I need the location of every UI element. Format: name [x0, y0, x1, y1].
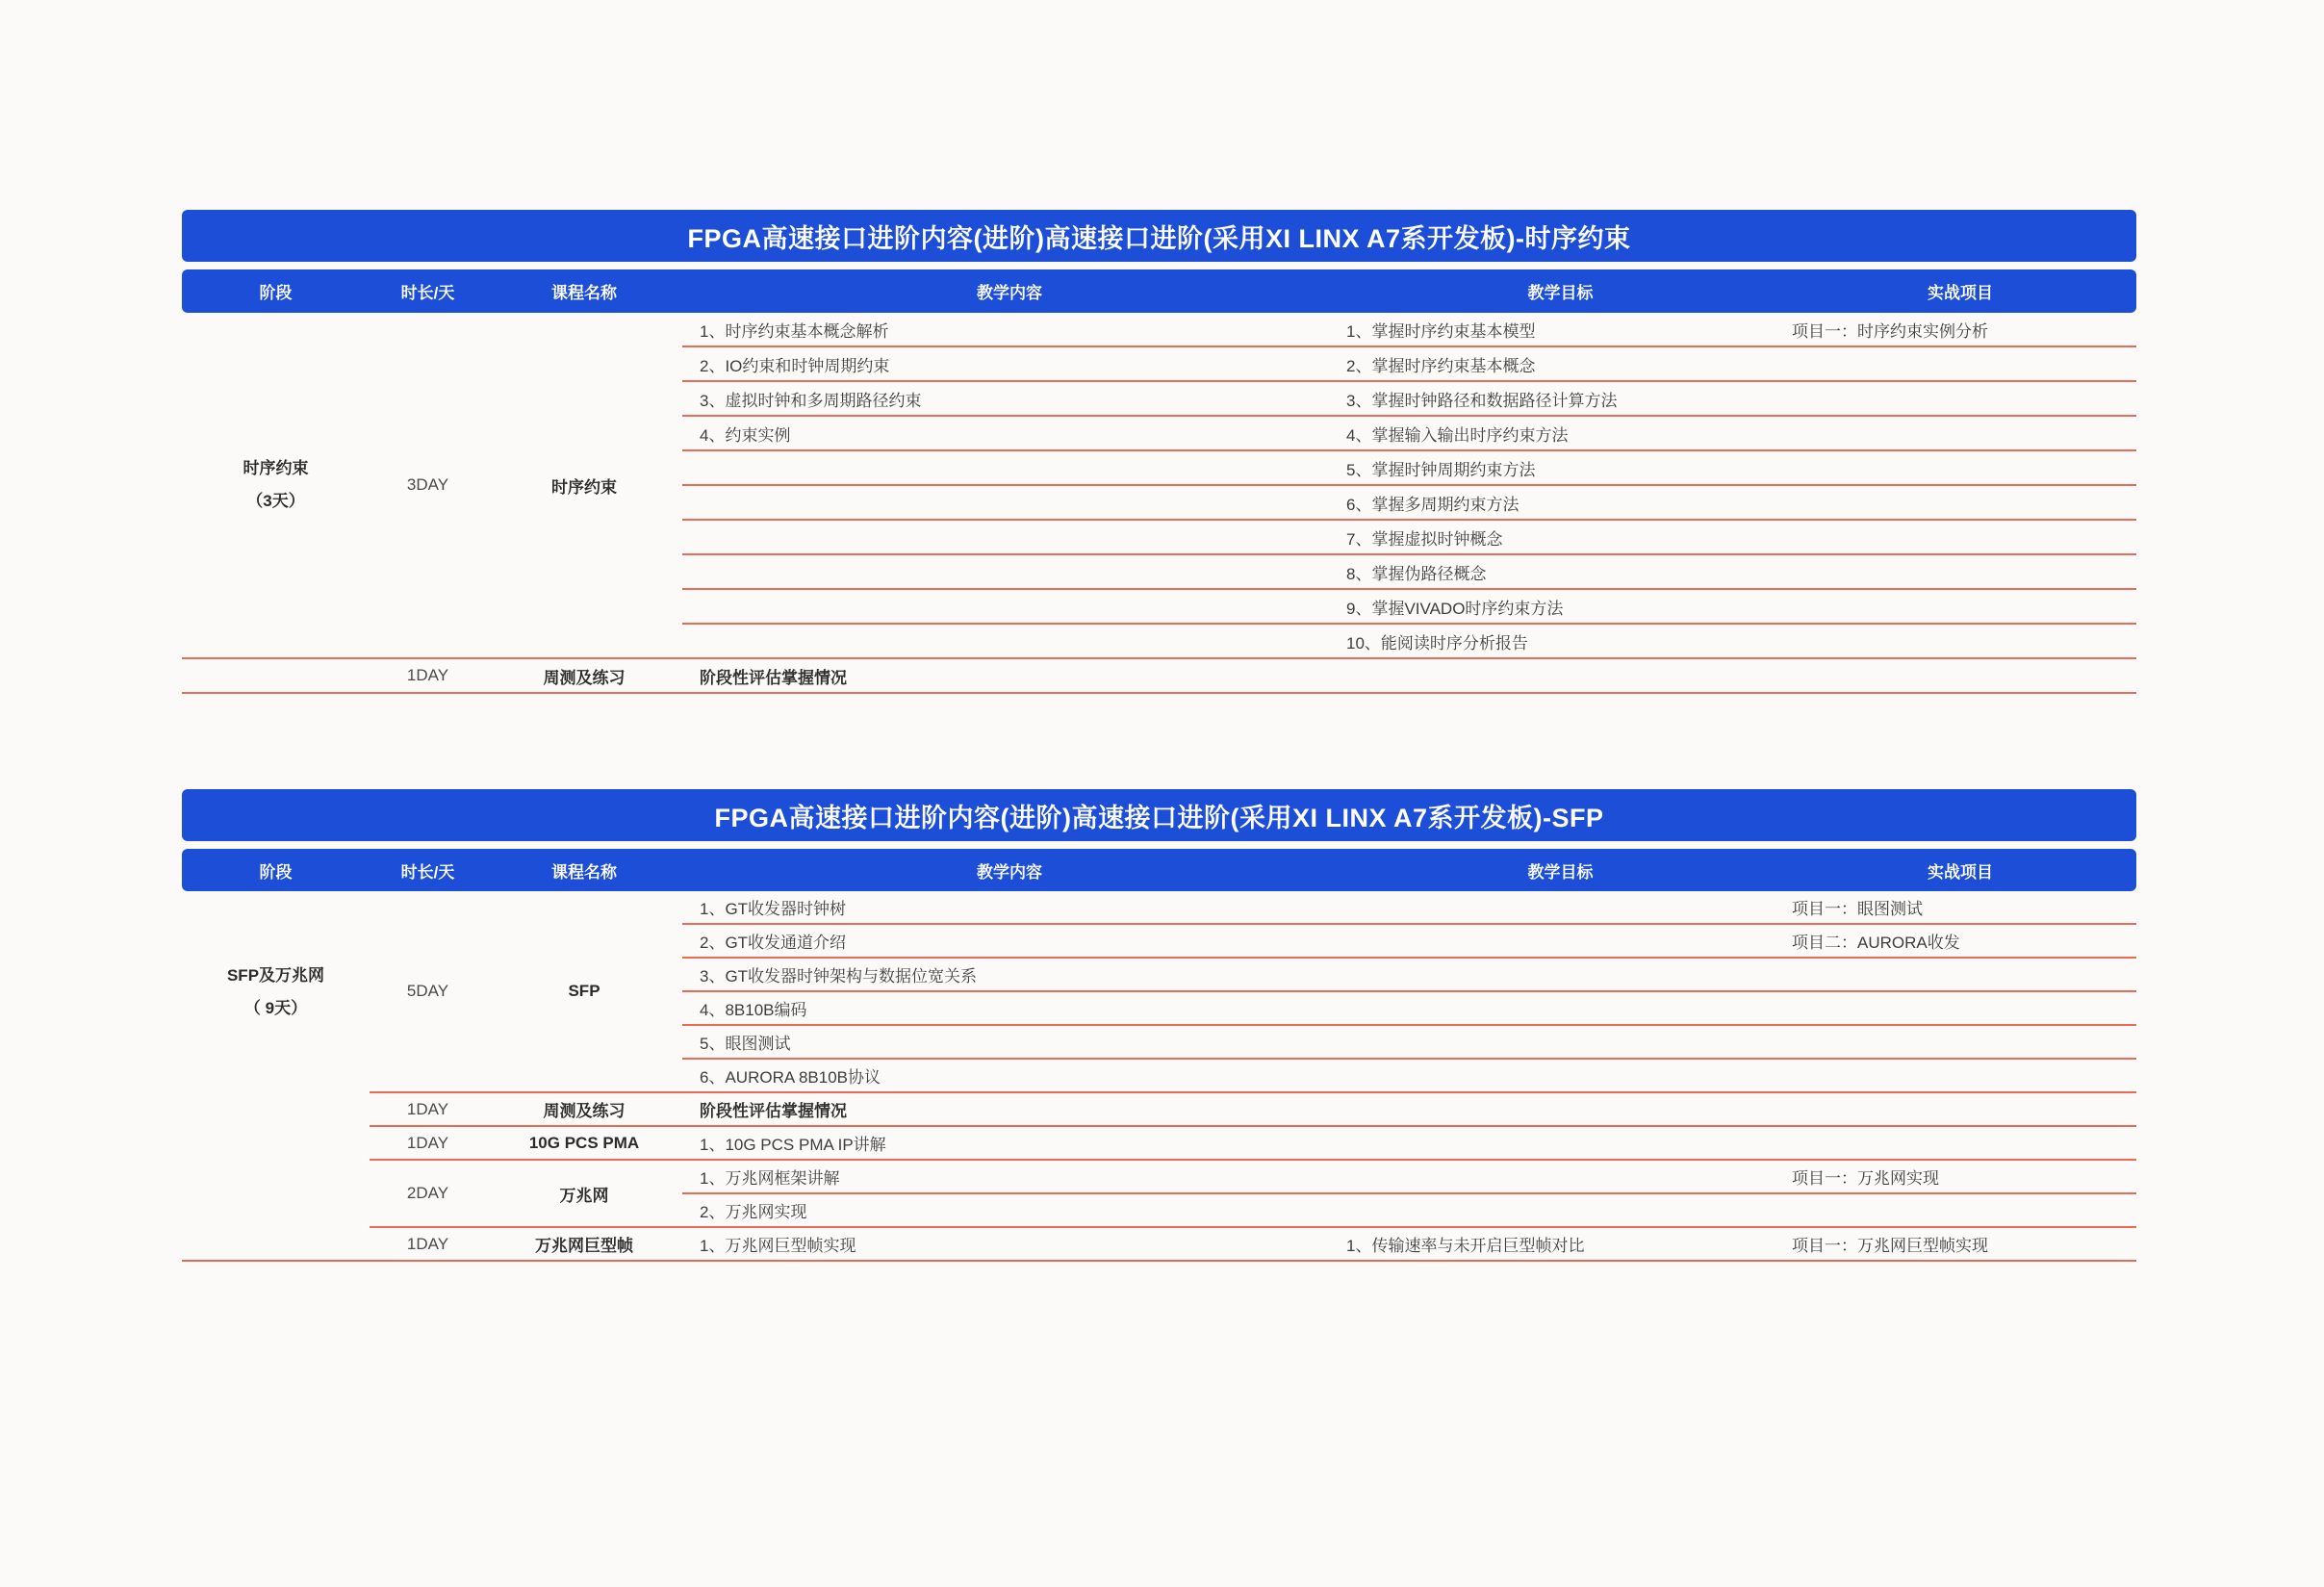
project-cell: 项目一：万兆网实现: [1784, 1161, 2136, 1194]
stage-days: （3天）: [246, 492, 305, 510]
content-cell: 3、虚拟时钟和多周期路径约束: [682, 382, 1337, 417]
project-cell: [1784, 1060, 2136, 1093]
column-header-content: 教学内容: [977, 862, 1042, 882]
goal-cell: 2、掌握时序约束基本概念: [1337, 347, 1784, 382]
table-title: FPGA高速接口进阶内容(进阶)高速接口进阶(采用XI LINX A7系开发板)-SFP: [714, 803, 1604, 832]
content-cell: 1、10G PCS PMA IP讲解: [682, 1127, 2136, 1161]
column-header-project: 实战项目: [1928, 284, 1993, 302]
duration-cell: 2DAY: [370, 1161, 486, 1228]
content-cell: 6、AURORA 8B10B协议: [682, 1060, 1337, 1093]
content-cell: 1、万兆网框架讲解: [682, 1161, 1337, 1194]
content-cell: [682, 451, 1337, 486]
table-title-bar: [182, 210, 2136, 262]
column-header-duration: 时长/天: [400, 284, 455, 302]
column-header-course: 课程名称: [551, 862, 617, 882]
project-cell: [1784, 992, 2136, 1026]
project-cell: [1784, 382, 2136, 417]
content-cell: [682, 521, 1337, 555]
goal-cell: [1337, 925, 1784, 959]
goal-cell: [1337, 1194, 1784, 1228]
course-cell: 周测及练习: [486, 659, 682, 694]
goal-cell: 5、掌握时钟周期约束方法: [1337, 451, 1784, 486]
goal-cell: 6、掌握多周期约束方法: [1337, 486, 1784, 521]
goal-cell: [1337, 959, 1784, 992]
project-cell: [1784, 1026, 2136, 1060]
stage-empty-cell: [182, 659, 370, 694]
duration-cell: 1DAY: [370, 1228, 486, 1262]
content-cell: [682, 625, 1337, 659]
column-header-course: 课程名称: [551, 284, 617, 302]
duration-cell: 5DAY: [370, 891, 486, 1093]
stage-cell: [182, 313, 370, 659]
column-header-goal: 教学目标: [1527, 862, 1594, 882]
goal-cell: [1337, 1026, 1784, 1060]
content-cell: 1、GT收发器时钟树: [682, 891, 1337, 925]
column-header-goal: 教学目标: [1527, 284, 1594, 302]
stage-cell: [182, 891, 370, 1262]
goal-cell: 1、掌握时序约束基本模型: [1337, 313, 1784, 347]
column-header-row: [182, 849, 2136, 891]
goal-cell: [1337, 1161, 1784, 1194]
project-cell: [1784, 555, 2136, 590]
column-header-duration: 时长/天: [400, 862, 455, 882]
course-cell: 万兆网: [486, 1161, 682, 1228]
duration-cell: 1DAY: [370, 1093, 486, 1127]
content-cell: [682, 590, 1337, 625]
content-cell: 5、眼图测试: [682, 1026, 1337, 1060]
table-title-bar: [182, 789, 2136, 841]
content-cell: [682, 555, 1337, 590]
content-cell: 2、万兆网实现: [682, 1194, 1337, 1228]
goal-cell: 10、能阅读时序分析报告: [1337, 625, 1784, 659]
project-cell: [1784, 1194, 2136, 1228]
course-cell: 周测及练习: [486, 1093, 682, 1127]
project-cell: [1784, 486, 2136, 521]
stage-days: （ 9天）: [243, 999, 308, 1017]
content-cell: [682, 486, 1337, 521]
goal-cell: 7、掌握虚拟时钟概念: [1337, 521, 1784, 555]
duration-cell: 1DAY: [370, 1127, 486, 1161]
duration-cell: 1DAY: [370, 659, 486, 694]
column-header-stage: 阶段: [259, 862, 293, 882]
table-sfp: [182, 789, 2136, 1262]
goal-cell: 8、掌握伪路径概念: [1337, 555, 1784, 590]
project-cell: [1784, 521, 2136, 555]
goal-cell: 4、掌握输入输出时序约束方法: [1337, 417, 1784, 451]
table-body: [182, 891, 2136, 1262]
content-cell: 3、GT收发器时钟架构与数据位宽关系: [682, 959, 1337, 992]
project-cell: [1784, 625, 2136, 659]
goal-cell: [1337, 992, 1784, 1026]
stage-name: SFP及万兆网: [226, 966, 325, 985]
project-cell: 项目一：时序约束实例分析: [1784, 313, 2136, 347]
project-cell: 项目一：眼图测试: [1784, 891, 2136, 925]
stage-name: 时序约束: [243, 459, 309, 477]
column-header-project: 实战项目: [1928, 862, 1993, 882]
project-cell: [1784, 959, 2136, 992]
table-title: FPGA高速接口进阶内容(进阶)高速接口进阶(采用XI LINX A7系开发板)-时序约束: [687, 223, 1631, 253]
column-header-content: 教学内容: [977, 284, 1042, 302]
project-cell: 项目二：AURORA收发: [1784, 925, 2136, 959]
content-cell: 1、时序约束基本概念解析: [682, 313, 1337, 347]
content-cell: 2、IO约束和时钟周期约束: [682, 347, 1337, 382]
course-cell: 时序约束: [486, 313, 682, 659]
content-cell: 4、约束实例: [682, 417, 1337, 451]
goal-cell: 3、掌握时钟路径和数据路径计算方法: [1337, 382, 1784, 417]
project-cell: [1784, 417, 2136, 451]
table-timing-constraints: [182, 210, 2136, 694]
course-cell: 10G PCS PMA: [486, 1127, 682, 1161]
course-cell: SFP: [486, 891, 682, 1093]
duration-cell: 3DAY: [370, 313, 486, 659]
goal-cell: [1337, 1060, 1784, 1093]
content-cell: 4、8B10B编码: [682, 992, 1337, 1026]
column-header-stage: 阶段: [259, 284, 293, 302]
goal-cell: 1、传输速率与未开启巨型帧对比: [1337, 1228, 1784, 1262]
column-header-row: [182, 269, 2136, 313]
goal-cell: [1337, 891, 1784, 925]
table-body: [182, 313, 2136, 694]
goal-cell: 9、掌握VIVADO时序约束方法: [1337, 590, 1784, 625]
content-cell: 1、万兆网巨型帧实现: [682, 1228, 1337, 1262]
project-cell: [1784, 347, 2136, 382]
content-cell: 2、GT收发通道介绍: [682, 925, 1337, 959]
project-cell: [1784, 590, 2136, 625]
project-cell: 项目一：万兆网巨型帧实现: [1784, 1228, 2136, 1262]
content-cell: 阶段性评估掌握情况: [682, 659, 2136, 694]
content-cell: 阶段性评估掌握情况: [682, 1093, 2136, 1127]
project-cell: [1784, 451, 2136, 486]
course-cell: 万兆网巨型帧: [486, 1228, 682, 1262]
